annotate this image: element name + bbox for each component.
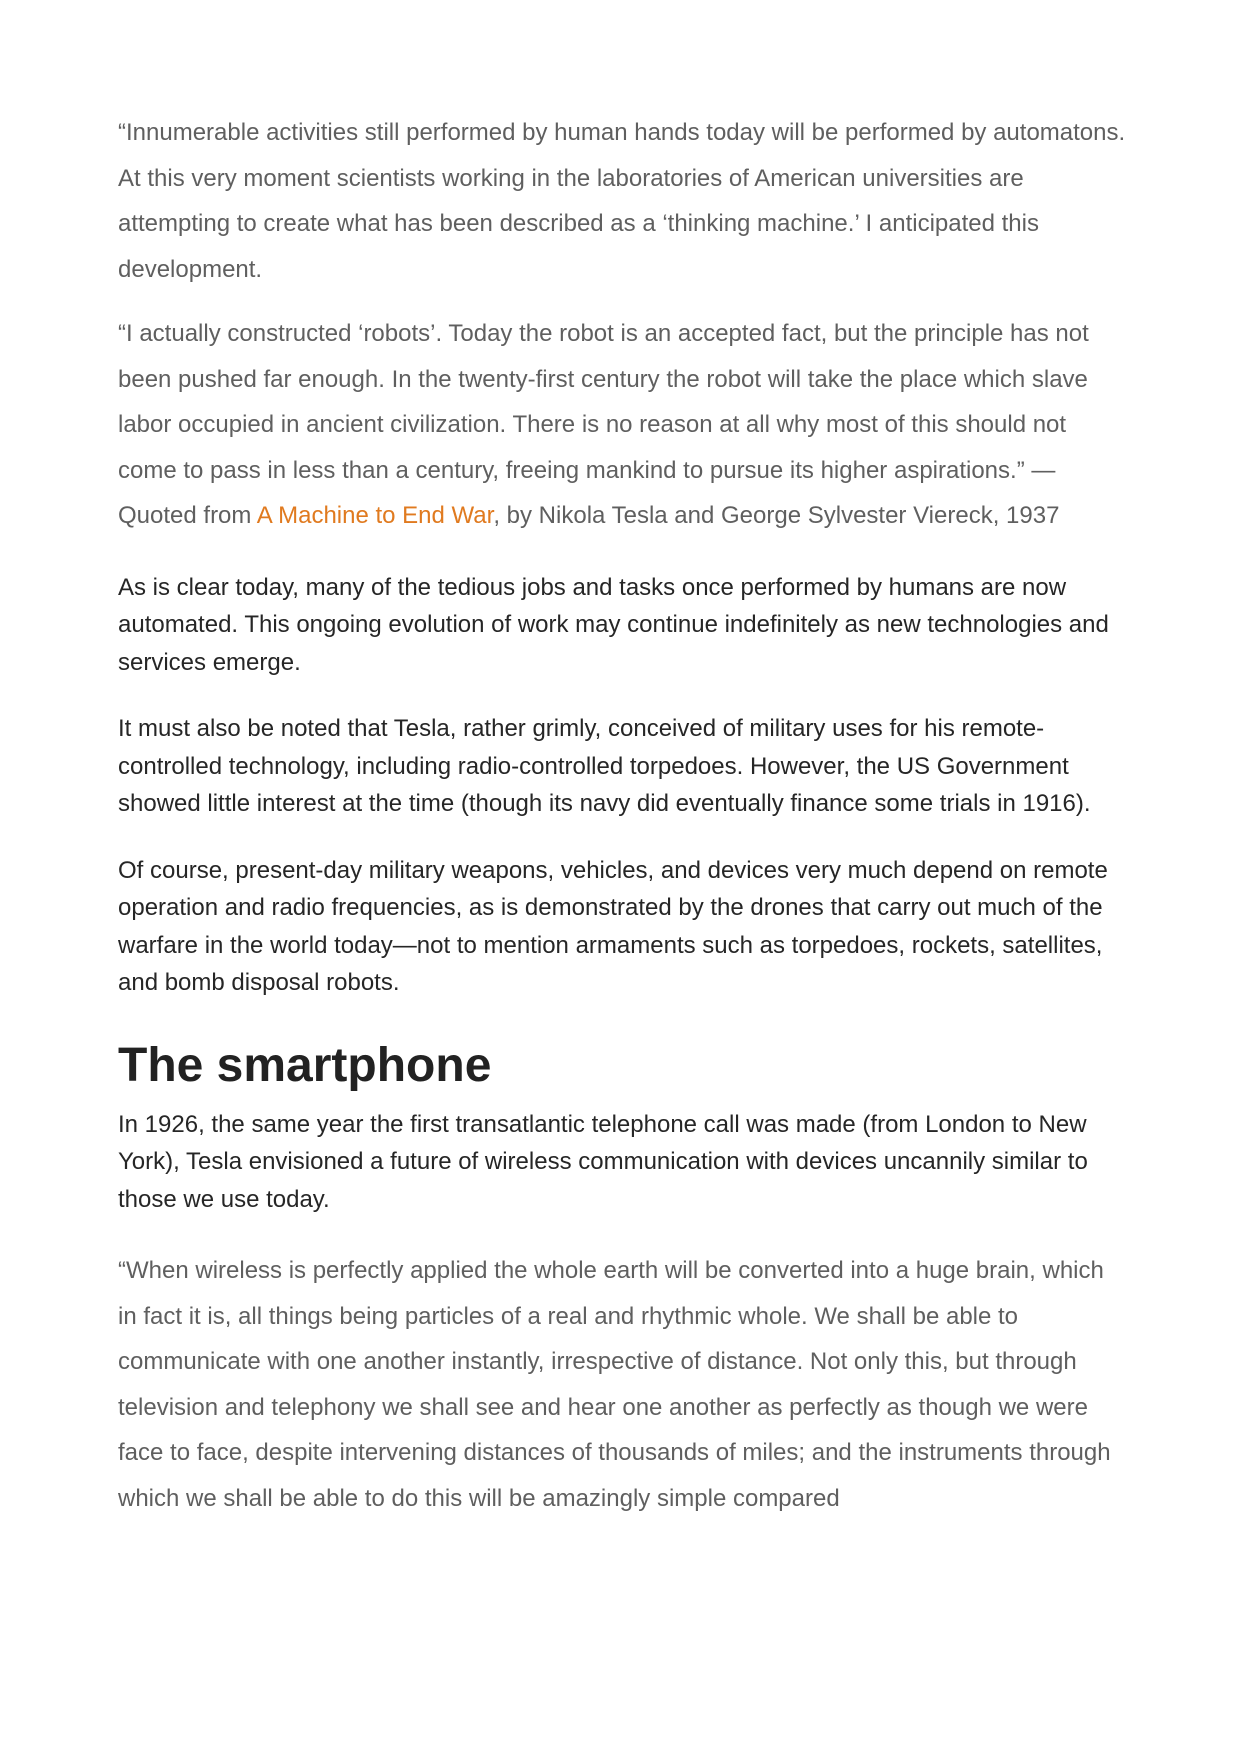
quote-robots-attribution: , by Nikola Tesla and George Sylvester Viereck, 1937 [493,502,1060,529]
article-page [118,110,1128,1521]
quote-robots-text: “I actually constructed ‘robots’. Today the robot is an accepted fact, but the principle has not been pushed far enough. In the twenty-first century the robot will take the place which slave labor occupied in ancient civilization. There is no reason at all why most of this should not come to pass in less than a century, freeing mankind to pursue its higher aspirations.” —Quoted from [118,320,1089,529]
tesla-quote-automatons: “Innumerable activities still performed by human hands today will be performed by automatons. At this very moment scientists working in the laboratories of American universities are attempting to create what has been described as a ‘thinking machine.’ I anticipated this development. [118,119,1126,283]
tesla-quote-robots [118,311,1128,539]
tesla-quote-wireless: “When wireless is perfectly applied the whole earth will be converted into a huge brain, which in fact it is, all things being particles of a real and rhythmic whole. We shall be able to communicate with one another instantly, irrespective of distance. Not only this, but through television and telephony we shall see and hear one another as perfectly as though we were face to face, despite intervening distances of thousands of miles; and the instruments through which we shall be able to do this will be amazingly simple compared [118,1257,1111,1512]
paragraph-smartphone-intro: In 1926, the same year the first transatlantic telephone call was made (from London to New York), Tesla envisioned a future of wireless communication with devices uncannily similar to those we use today. [118,1110,1088,1213]
paragraph-military-uses: It must also be noted that Tesla, rather grimly, conceived of military uses for his remote-controlled technology, including radio-controlled torpedoes. However, the US Government showed little interest at the time (though its navy did eventually finance some trials in 1916). [118,715,1091,817]
section-heading-smartphone: The smartphone [118,1038,492,1092]
paragraph-present-day-military: Of course, present-day military weapons, vehicles, and devices very much depend on remote operation and radio frequencies, as is demonstrated by the drones that carry out much of the warfare in the world today—not to mention armaments such as torpedoes, rockets, satellites, and bomb disposal robots. [118,856,1108,996]
paragraph-automation: As is clear today, many of the tedious jobs and tasks once performed by humans are now automated. This ongoing evolution of work may continue indefinitely as new technologies and services emerge. [118,573,1109,676]
machine-to-end-war-link[interactable]: A Machine to End War [256,502,494,529]
